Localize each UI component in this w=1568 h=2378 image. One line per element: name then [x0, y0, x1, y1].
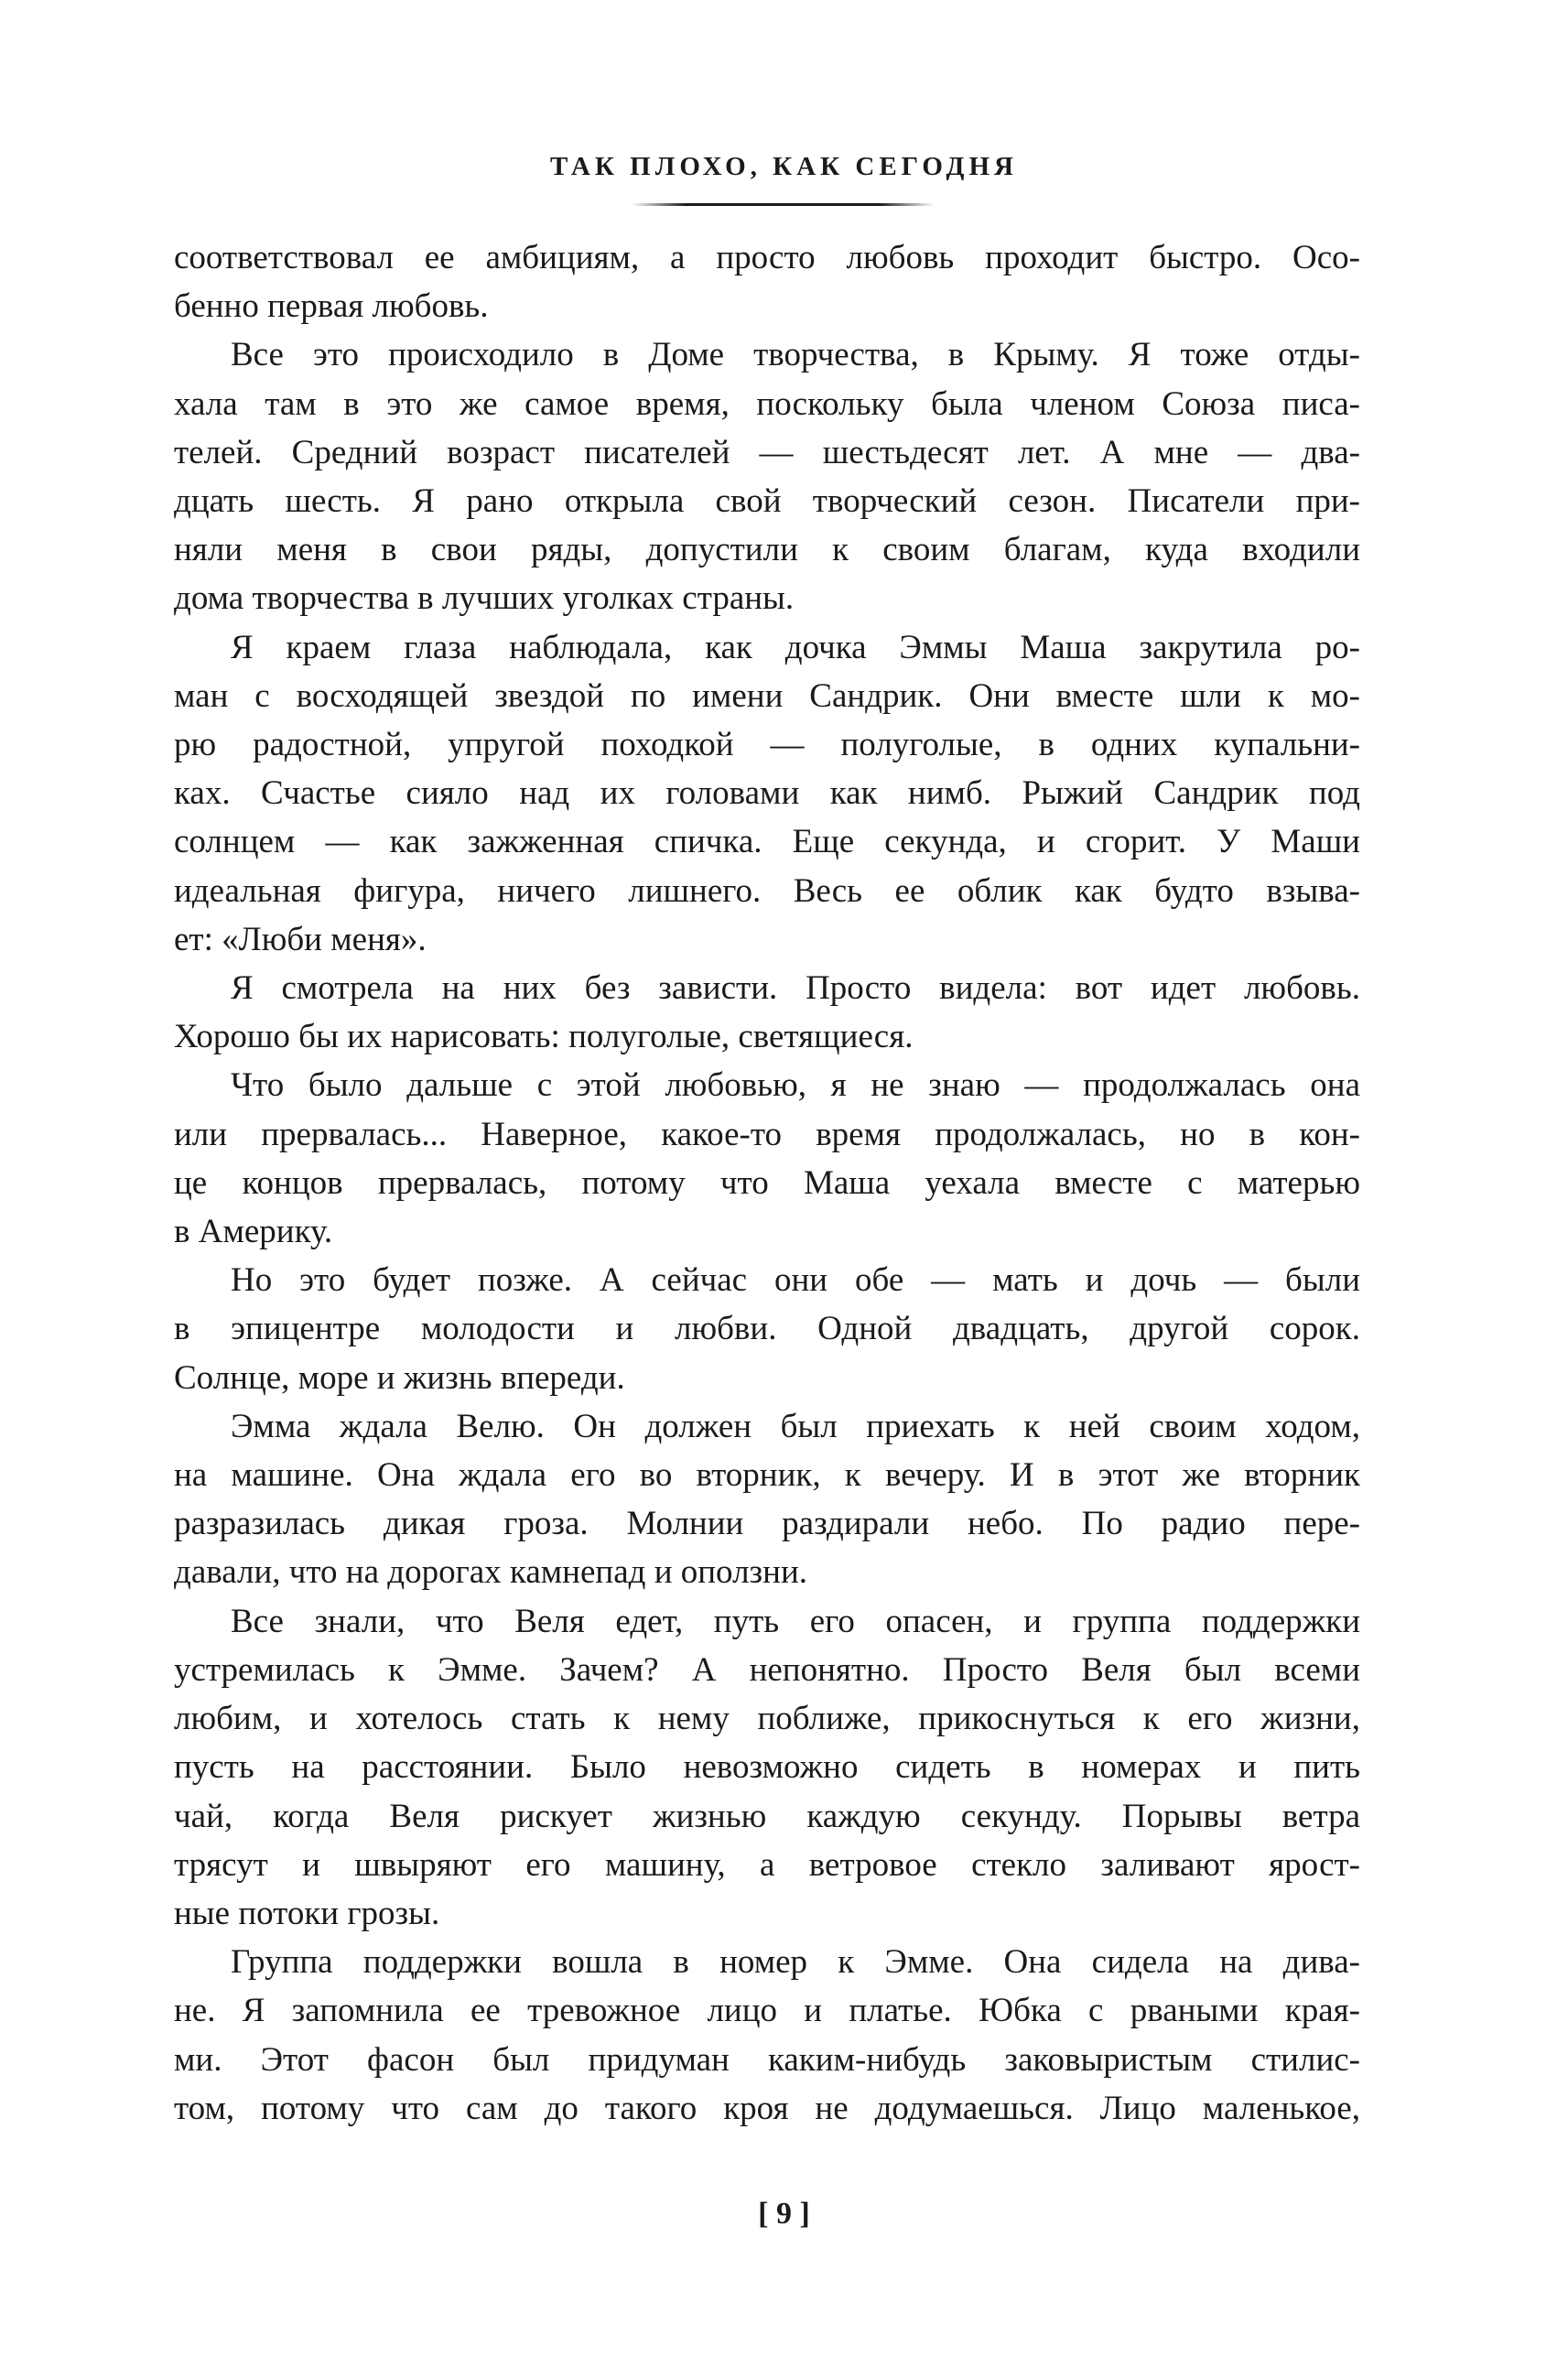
body-text	[174, 233, 1360, 2133]
text-line: Что было дальше с этой любовью, я не знаю — продолжалась она	[231, 1066, 1360, 1105]
text-line: давали, что на дорогах камнепад и оползни.	[174, 1553, 807, 1592]
text-line: бенно первая любовь.	[174, 287, 489, 326]
text-line: дома творчества в лучших уголках страны.	[174, 579, 795, 618]
text-line: в Америку.	[174, 1213, 333, 1251]
text-line: любим, и хотелось стать к нему поближе, прикоснуться к его жизни,	[174, 1700, 1360, 1738]
text-line: том, потому что сам до такого кроя не додумаешься. Лицо маленькое,	[174, 2089, 1360, 2127]
text-line: разразилась дикая гроза. Молнии раздирали небо. По радио пере-	[174, 1505, 1360, 1543]
text-line: Все это происходило в Доме творчества, в Крыму. Я тоже отды-	[231, 336, 1360, 374]
text-line: пусть на расстоянии. Было невозможно сидеть в номерах и пить	[174, 1748, 1360, 1787]
text-line: телей. Средний возраст писателей — шестьдесят лет. А мне — два-	[174, 433, 1360, 471]
text-line: Я краем глаза наблюдала, как дочка Эммы Маша закрутила ро-	[231, 628, 1360, 666]
text-line: Все знали, что Веля едет, путь его опасен, и группа поддержки	[231, 1602, 1360, 1640]
text-line: ми. Этот фасон был придуман каким-нибудь заковыристым стилис-	[174, 2040, 1360, 2079]
text-line: це концов прервалась, потому что Маша уехала вместе с матерью	[174, 1163, 1360, 1202]
text-line: Но это будет позже. А сейчас они обе — мать и дочь — были	[231, 1261, 1360, 1300]
text-line: рю радостной, упругой походкой — полуголые, в одних купальни-	[174, 726, 1360, 764]
text-line: Группа поддержки вошла в номер к Эмме. Она сидела на дива-	[231, 1943, 1360, 1982]
text-line: не. Я запомнила ее тревожное лицо и платье. Юбка с рваными края-	[174, 1992, 1360, 2030]
text-line: соответствовал ее амбициям, а просто любовь проходит быстро. Осо-	[174, 239, 1360, 276]
running-head: ТАК ПЛОХО, КАК СЕГОДНЯ	[550, 152, 1018, 181]
text-line: няли меня в свои ряды, допустили к своим благам, куда входили	[174, 531, 1360, 569]
text-line: Я смотрела на них без зависти. Просто видела: вот идет любовь.	[231, 969, 1360, 1008]
text-line: хала там в это же самое время, поскольку была членом Союза писа-	[174, 384, 1360, 423]
header-rule	[632, 203, 934, 206]
text-line: идеальная фигура, ничего лишнего. Весь ее облик как будто взыва-	[174, 871, 1360, 910]
text-line: на машине. Она ждала его во вторник, к вечеру. И в этот же вторник	[174, 1456, 1360, 1495]
text-line: солнцем — как зажженная спичка. Еще секунда, и сгорит. У Маши	[174, 823, 1360, 861]
text-line: трясут и швыряют его машину, а ветровое стекло заливают ярост-	[174, 1845, 1360, 1884]
page-number: [ 9 ]	[758, 2197, 810, 2231]
text-line: устремилась к Эмме. Зачем? А непонятно. Просто Веля был всеми	[174, 1650, 1360, 1689]
text-line: ках. Счастье сияло над их головами как нимб. Рыжий Сандрик под	[174, 774, 1360, 813]
text-line: Хорошо бы их нарисовать: полуголые, светящиеся.	[174, 1018, 914, 1056]
text-line: ет: «Люби меня».	[174, 920, 427, 958]
text-line: Эмма ждала Велю. Он должен был приехать к ней своим ходом,	[231, 1407, 1360, 1445]
text-line: ман с восходящей звездой по имени Сандрик. Они вместе шли к мо-	[174, 676, 1360, 715]
text-line: в эпицентре молодости и любви. Одной двадцать, другой сорок.	[174, 1310, 1360, 1348]
text-line: чай, когда Веля рискует жизнью каждую секунду. Порывы ветра	[174, 1797, 1360, 1835]
text-line: ные потоки грозы.	[174, 1894, 440, 1932]
text-line: дцать шесть. Я рано открыла свой творческий сезон. Писатели при-	[174, 482, 1360, 521]
text-line: или прервалась... Наверное, какое-то время продолжалась, но в кон-	[174, 1115, 1360, 1153]
text-line: Солнце, море и жизнь впереди.	[174, 1358, 625, 1397]
